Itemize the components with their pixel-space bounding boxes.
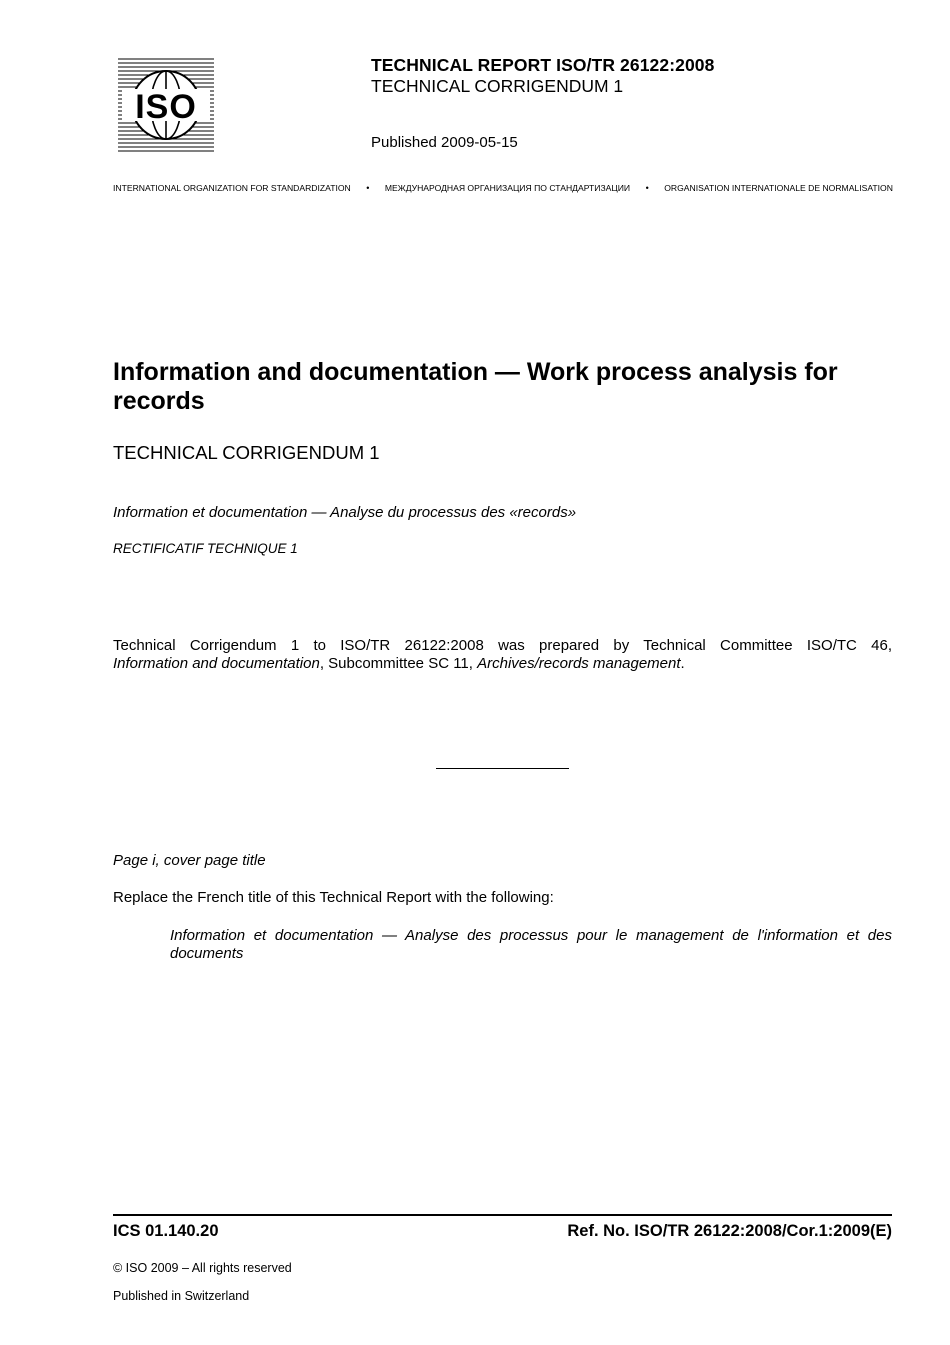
- new-title-line-2: documents: [170, 945, 244, 962]
- separator-bullet: •: [366, 183, 370, 193]
- iso-logo-graphic: [116, 57, 216, 153]
- org-name-ru: МЕЖДУНАРОДНАЯ ОРГАНИЗАЦИЯ ПО СТАНДАРТИЗАЦИИ: [384, 183, 631, 193]
- organization-names: [113, 183, 893, 193]
- reference-number: Ref. No. ISO/TR 26122:2008/Cor.1:2009(E): [567, 1222, 892, 1240]
- french-title: Information et documentation — Analyse du processus des «records»: [113, 504, 577, 521]
- subcommittee-title: Archives/records management: [477, 655, 681, 672]
- copyright: © ISO 2009 – All rights reserved: [113, 1261, 292, 1275]
- iso-logo: [116, 57, 216, 153]
- logo-text: ISO: [135, 88, 197, 126]
- committee-title: Information and documentation: [113, 655, 320, 672]
- correction-location: Page i, cover page title: [113, 852, 266, 869]
- title-corrigendum: TECHNICAL CORRIGENDUM 1: [113, 442, 380, 463]
- separator-bullet: •: [645, 183, 649, 193]
- french-corrigendum: RECTIFICATIF TECHNIQUE 1: [113, 541, 298, 556]
- correction-instruction: Replace the French title of this Technical Report with the following:: [113, 889, 554, 906]
- section-divider: [436, 768, 569, 769]
- published-date: Published 2009-05-15: [371, 134, 518, 151]
- new-french-title: [170, 927, 892, 963]
- report-title: TECHNICAL REPORT ISO/TR 26122:2008: [371, 55, 715, 75]
- document-title: Information and documentation — Work process analysis for records: [113, 358, 838, 415]
- intro-line-1: Technical Corrigendum 1 to ISO/TR 26122:2008 was prepared by Technical Committee ISO/TC 46,: [113, 637, 892, 654]
- footer-rule: [113, 1214, 892, 1216]
- org-name-en: INTERNATIONAL ORGANIZATION FOR STANDARDIZATION: [113, 183, 351, 193]
- report-corrigendum: TECHNICAL CORRIGENDUM 1: [371, 76, 624, 96]
- intro-end: .: [680, 655, 685, 672]
- new-title-line-1: Information et documentation — Analyse des processus pour le management de l'information et des: [170, 927, 892, 944]
- published-in: Published in Switzerland: [113, 1289, 250, 1303]
- intro-mid: , Subcommittee SC 11,: [319, 655, 478, 672]
- intro-paragraph: [113, 637, 892, 673]
- ics-code: ICS 01.140.20: [113, 1222, 219, 1240]
- org-name-fr: ORGANISATION INTERNATIONALE DE NORMALISATION: [664, 183, 893, 193]
